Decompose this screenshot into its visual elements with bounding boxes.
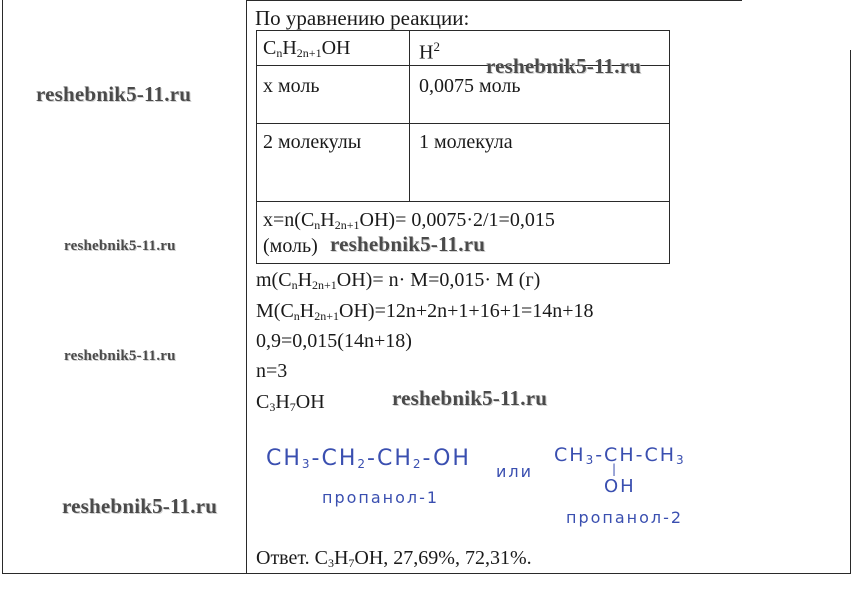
table-row1-hydrogen: 0,0075 моль bbox=[419, 75, 521, 97]
watermark: reshebnik5-11.ru bbox=[62, 494, 218, 518]
table-row2-alcohol: 2 молекулы bbox=[263, 131, 362, 153]
table-row-divider-2 bbox=[257, 123, 669, 124]
handwritten-or: или bbox=[496, 462, 534, 481]
table-row2-hydrogen: 1 молекула bbox=[419, 131, 513, 153]
watermark: reshebnik5-11.ru bbox=[36, 82, 192, 106]
table-calc-line1: $x=n(C_nH_{2n+1}OH)= 0,0075\cdot 2/1=0,015$ bbox=[263, 209, 555, 232]
watermark: reshebnik5-11.ru bbox=[64, 348, 176, 364]
bottom-border bbox=[2, 573, 851, 574]
molar-mass-formula: $M(C_nH_{2n+1}OH)=12n+2n+1+16+1=14n+18$ bbox=[256, 300, 594, 323]
left-border bbox=[2, 0, 3, 574]
table-head-alcohol: $C_nH_{2n+1}OH$ bbox=[263, 37, 351, 60]
table-calc-line2: (моль) bbox=[263, 235, 318, 257]
table-col-divider bbox=[409, 31, 410, 201]
right-border bbox=[850, 50, 851, 574]
handwritten-branch-oh: OH bbox=[604, 476, 636, 497]
handwritten-branch-bond: | bbox=[612, 462, 619, 476]
watermark: reshebnik5-11.ru bbox=[64, 238, 176, 254]
mass-formula: $m(C_nH_{2n+1}OH)= n\cdot M=0,015\cdot M$ (г) bbox=[256, 269, 541, 292]
handwritten-name-2: пропанол-2 bbox=[566, 508, 684, 527]
answer-line: Ответ. $C_3H_7OH$, 27,69%, 72,31%. bbox=[256, 547, 532, 570]
result-formula: $C_3H_7OH$ bbox=[256, 391, 325, 414]
top-border bbox=[246, 0, 742, 1]
handwritten-propanol-2: $CH_3-CH-CH_3$ bbox=[554, 444, 686, 467]
watermark: reshebnik5-11.ru bbox=[330, 232, 486, 256]
watermark: reshebnik5-11.ru bbox=[486, 54, 642, 78]
column-divider bbox=[246, 0, 247, 574]
watermark: reshebnik5-11.ru bbox=[392, 386, 548, 410]
table-row1-alcohol: x моль bbox=[263, 75, 320, 97]
header-text: По уравнению реакции: bbox=[255, 6, 470, 30]
table-head-hydrogen: $H^2$ bbox=[419, 39, 440, 64]
equation-line: 0,9=0,015(14n+18) bbox=[256, 330, 412, 352]
table-row-divider-3 bbox=[257, 201, 669, 202]
handwritten-name-1: пропанол-1 bbox=[322, 488, 440, 507]
handwritten-propanol-1: $CH_3-CH_2-CH_2-OH$ bbox=[266, 446, 471, 471]
n-value: n=3 bbox=[256, 360, 288, 382]
